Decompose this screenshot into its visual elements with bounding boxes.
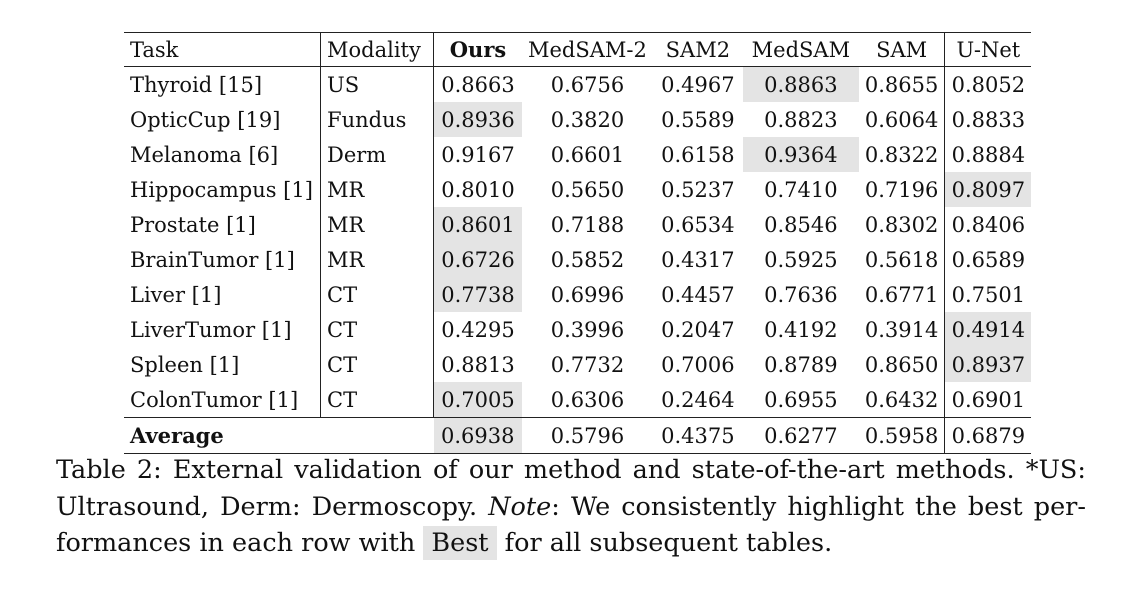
value-cell-unet: 0.8833 bbox=[951, 107, 1026, 132]
value-cell-sam: 0.6771 bbox=[859, 277, 945, 312]
caption-note: Note bbox=[488, 491, 552, 522]
header-modality: Modality bbox=[321, 33, 434, 67]
value-cell-sam2: 0.5589 bbox=[661, 107, 735, 132]
task-cell: Hippocampus [1] bbox=[124, 172, 321, 207]
value-cell-medsam: 0.6955 bbox=[764, 387, 838, 412]
value-cell-sam: 0.8322 bbox=[859, 137, 945, 172]
table-header-row bbox=[124, 33, 1031, 67]
modality-cell: MR bbox=[321, 172, 434, 207]
value-cell-ours: 0.6726 bbox=[434, 242, 523, 277]
value-cell-medsam: 0.9364 bbox=[743, 137, 859, 172]
value-cell-medsam2: 0.6996 bbox=[550, 282, 625, 307]
value-cell-sam2: 0.7006 bbox=[661, 352, 735, 377]
table-row bbox=[124, 137, 1031, 172]
average-value-ours: 0.6938 bbox=[434, 418, 523, 454]
modality-cell: CT bbox=[321, 277, 434, 312]
table-caption bbox=[56, 452, 1086, 562]
average-value-unet: 0.6879 bbox=[945, 418, 1032, 454]
value-cell-ours: 0.7005 bbox=[434, 382, 523, 418]
value-cell-medsam2: 0.6601 bbox=[550, 142, 625, 167]
value-cell-sam: 0.7196 bbox=[859, 172, 945, 207]
value-cell-unet: 0.7501 bbox=[951, 282, 1026, 307]
modality-cell: MR bbox=[321, 242, 434, 277]
value-cell-sam2: 0.2464 bbox=[661, 387, 735, 412]
task-cell: OpticCup [19] bbox=[124, 102, 321, 137]
value-cell-medsam2: 0.6756 bbox=[550, 72, 625, 97]
value-cell-unet: 0.8052 bbox=[951, 72, 1026, 97]
task-cell: Spleen [1] bbox=[124, 347, 321, 382]
value-cell-unet: 0.8406 bbox=[951, 212, 1026, 237]
value-cell-unet: 0.6901 bbox=[951, 387, 1026, 412]
value-cell-sam2: 0.4967 bbox=[661, 72, 735, 97]
header-task: Task bbox=[124, 33, 321, 67]
modality-cell: CT bbox=[321, 382, 434, 418]
value-cell-ours: 0.8010 bbox=[441, 177, 515, 202]
modality-cell: Fundus bbox=[321, 102, 434, 137]
value-cell-medsam: 0.7410 bbox=[764, 177, 838, 202]
average-label: Average bbox=[124, 418, 434, 454]
modality-cell: MR bbox=[321, 207, 434, 242]
value-cell-sam: 0.5618 bbox=[859, 242, 945, 277]
value-cell-sam: 0.3914 bbox=[859, 312, 945, 347]
modality-cell: CT bbox=[321, 312, 434, 347]
value-cell-medsam2: 0.5650 bbox=[550, 177, 625, 202]
caption-text: Ultrasound, Derm: Dermoscopy. bbox=[56, 491, 489, 522]
value-cell-ours: 0.8813 bbox=[441, 352, 515, 377]
task-cell: Melanoma [6] bbox=[124, 137, 321, 172]
header-medsam2: MedSAM-2 bbox=[522, 33, 653, 67]
value-cell-medsam2: 0.6306 bbox=[550, 387, 625, 412]
value-cell-medsam2: 0.3996 bbox=[550, 317, 625, 342]
value-cell-medsam: 0.8823 bbox=[764, 107, 838, 132]
table-row bbox=[124, 67, 1031, 103]
value-cell-medsam: 0.8863 bbox=[743, 67, 859, 103]
table-body bbox=[124, 67, 1031, 454]
value-cell-ours: 0.7738 bbox=[434, 277, 523, 312]
value-cell-sam2: 0.5237 bbox=[661, 177, 735, 202]
caption-text: formances in each row with bbox=[56, 528, 424, 558]
task-cell: Prostate [1] bbox=[124, 207, 321, 242]
value-cell-medsam2: 0.5852 bbox=[550, 247, 625, 272]
header-sam2: SAM2 bbox=[653, 33, 743, 67]
value-cell-ours: 0.9167 bbox=[441, 142, 515, 167]
value-cell-ours: 0.8936 bbox=[434, 102, 523, 137]
value-cell-sam2: 0.6158 bbox=[661, 142, 735, 167]
average-value-medsam: 0.6277 bbox=[743, 418, 859, 454]
task-cell: Liver [1] bbox=[124, 277, 321, 312]
value-cell-unet: 0.4914 bbox=[945, 312, 1032, 347]
modality-cell: Derm bbox=[321, 137, 434, 172]
table-row bbox=[124, 207, 1031, 242]
value-cell-sam2: 0.4317 bbox=[661, 247, 735, 272]
table-row bbox=[124, 312, 1031, 347]
value-cell-sam2: 0.2047 bbox=[661, 317, 735, 342]
modality-cell: US bbox=[321, 67, 434, 103]
caption-line-1: Table 2: External validation of our method and state-of-the-art methods. *US: bbox=[56, 455, 1086, 485]
value-cell-sam: 0.8650 bbox=[859, 347, 945, 382]
value-cell-medsam2: 0.7732 bbox=[550, 352, 625, 377]
results-table bbox=[124, 32, 1031, 454]
table-row bbox=[124, 242, 1031, 277]
caption-text: : We consistently highlight the best per- bbox=[551, 491, 1086, 522]
value-cell-medsam2: 0.3820 bbox=[550, 107, 625, 132]
value-cell-medsam: 0.7636 bbox=[764, 282, 838, 307]
table-row bbox=[124, 102, 1031, 137]
value-cell-medsam: 0.5925 bbox=[764, 247, 838, 272]
value-cell-sam: 0.8302 bbox=[859, 207, 945, 242]
caption-text: for all subsequent tables. bbox=[496, 528, 833, 558]
value-cell-medsam2: 0.7188 bbox=[550, 212, 625, 237]
table-row bbox=[124, 382, 1031, 418]
caption-line-2 bbox=[56, 489, 1086, 526]
value-cell-sam2: 0.4457 bbox=[661, 282, 735, 307]
value-cell-sam: 0.6432 bbox=[859, 382, 945, 418]
value-cell-sam2: 0.6534 bbox=[661, 212, 735, 237]
task-cell: ColonTumor [1] bbox=[124, 382, 321, 418]
value-cell-unet: 0.8937 bbox=[945, 347, 1032, 382]
value-cell-medsam: 0.8546 bbox=[764, 212, 838, 237]
header-sam: SAM bbox=[859, 33, 945, 67]
header-unet: U-Net bbox=[945, 33, 1032, 67]
value-cell-sam: 0.6064 bbox=[859, 102, 945, 137]
average-value-medsam2: 0.5796 bbox=[522, 418, 653, 454]
value-cell-sam: 0.8655 bbox=[859, 67, 945, 103]
value-cell-ours: 0.8663 bbox=[441, 72, 515, 97]
task-cell: BrainTumor [1] bbox=[124, 242, 321, 277]
value-cell-medsam: 0.8789 bbox=[764, 352, 838, 377]
task-cell: LiverTumor [1] bbox=[124, 312, 321, 347]
best-highlight-sample: Best bbox=[423, 526, 496, 560]
value-cell-unet: 0.6589 bbox=[951, 247, 1026, 272]
average-value-sam: 0.5958 bbox=[859, 418, 945, 454]
average-row bbox=[124, 418, 1031, 454]
average-value-sam2: 0.4375 bbox=[653, 418, 743, 454]
value-cell-medsam: 0.4192 bbox=[764, 317, 838, 342]
value-cell-unet: 0.8884 bbox=[951, 142, 1026, 167]
table-row bbox=[124, 347, 1031, 382]
modality-cell: CT bbox=[321, 347, 434, 382]
table-row bbox=[124, 172, 1031, 207]
value-cell-unet: 0.8097 bbox=[945, 172, 1032, 207]
header-ours: Ours bbox=[434, 33, 523, 67]
value-cell-ours: 0.4295 bbox=[441, 317, 515, 342]
task-cell: Thyroid [15] bbox=[124, 67, 321, 103]
header-medsam: MedSAM bbox=[743, 33, 859, 67]
caption-line-3 bbox=[56, 525, 1086, 562]
table-row bbox=[124, 277, 1031, 312]
value-cell-ours: 0.8601 bbox=[434, 207, 523, 242]
